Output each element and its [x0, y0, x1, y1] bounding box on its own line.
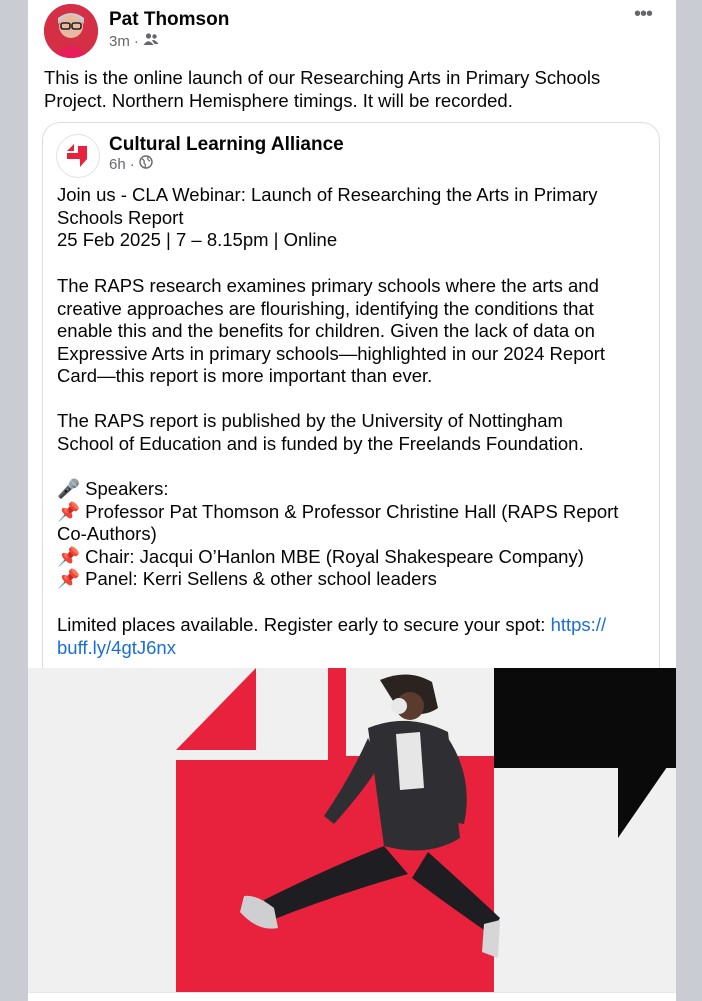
speaker-line: 📌 Chair: Jacqui O’Hanlon MBE (Royal Shakespeare Company): [57, 545, 584, 567]
event-title-line: Schools Report: [57, 206, 184, 228]
speaker-line: Co-Authors): [57, 523, 157, 544]
research-paragraph: [57, 275, 657, 388]
paragraph-line: The RAPS research examines primary schools where the arts and: [57, 275, 599, 296]
register-paragraph: [57, 614, 657, 659]
shared-post-time[interactable]: 6h: [109, 155, 126, 173]
cla-logo[interactable]: [56, 134, 100, 178]
meta-separator: ·: [129, 155, 135, 173]
publisher-paragraph: [57, 410, 657, 455]
paragraph-line: creative approaches are flourishing, identifying the conditions that: [57, 297, 594, 319]
post-text-line: This is the online launch of our Researching Arts in Primary Schools: [44, 67, 601, 88]
event-title-line: Join us - CLA Webinar: Launch of Researching the Arts in Primary: [57, 184, 598, 205]
paragraph-line: The RAPS report is published by the University of Nottingham: [57, 410, 563, 431]
event-image[interactable]: [28, 668, 676, 992]
speakers-heading: 🎤 Speakers:: [57, 478, 169, 499]
post-meta: [109, 32, 159, 50]
author-avatar[interactable]: [44, 4, 98, 58]
register-text: Limited places available. Register early to secure your spot:: [57, 614, 551, 635]
author-name[interactable]: Pat Thomson: [109, 9, 230, 30]
post-text: [44, 66, 674, 112]
speaker-line: 📌 Professor Pat Thomson & Professor Christine Hall (RAPS Report: [57, 500, 619, 522]
globe-icon[interactable]: [139, 155, 153, 173]
post-text-line: Project. Northern Hemisphere timings. It will be recorded.: [44, 90, 513, 111]
paragraph-line: Card—this report is more important than ever.: [57, 365, 433, 386]
paragraph-line: enable this and the benefits for children. Given the lack of data on: [57, 320, 595, 341]
post-time[interactable]: 3m: [109, 32, 130, 50]
event-intro: [57, 184, 657, 252]
paragraph-line: School of Education and is funded by the Freelands Foundation.: [57, 432, 584, 454]
register-link[interactable]: buff.ly/4gtJ6nx: [57, 636, 176, 658]
speakers-list: [57, 478, 657, 591]
speaker-line: 📌 Panel: Kerri Sellens & other school leaders: [57, 568, 437, 589]
shared-post-meta: [109, 155, 153, 173]
shared-page-name[interactable]: Cultural Learning Alliance: [109, 134, 344, 155]
friends-icon[interactable]: [143, 32, 159, 50]
more-options-icon[interactable]: •••: [634, 3, 653, 25]
event-date: 25 Feb 2025 | 7 – 8.15pm | Online: [57, 229, 338, 250]
meta-separator: ·: [133, 32, 139, 50]
register-link[interactable]: https://: [550, 614, 607, 635]
paragraph-line: Expressive Arts in primary schools—highlighted in our 2024 Report: [57, 342, 606, 364]
